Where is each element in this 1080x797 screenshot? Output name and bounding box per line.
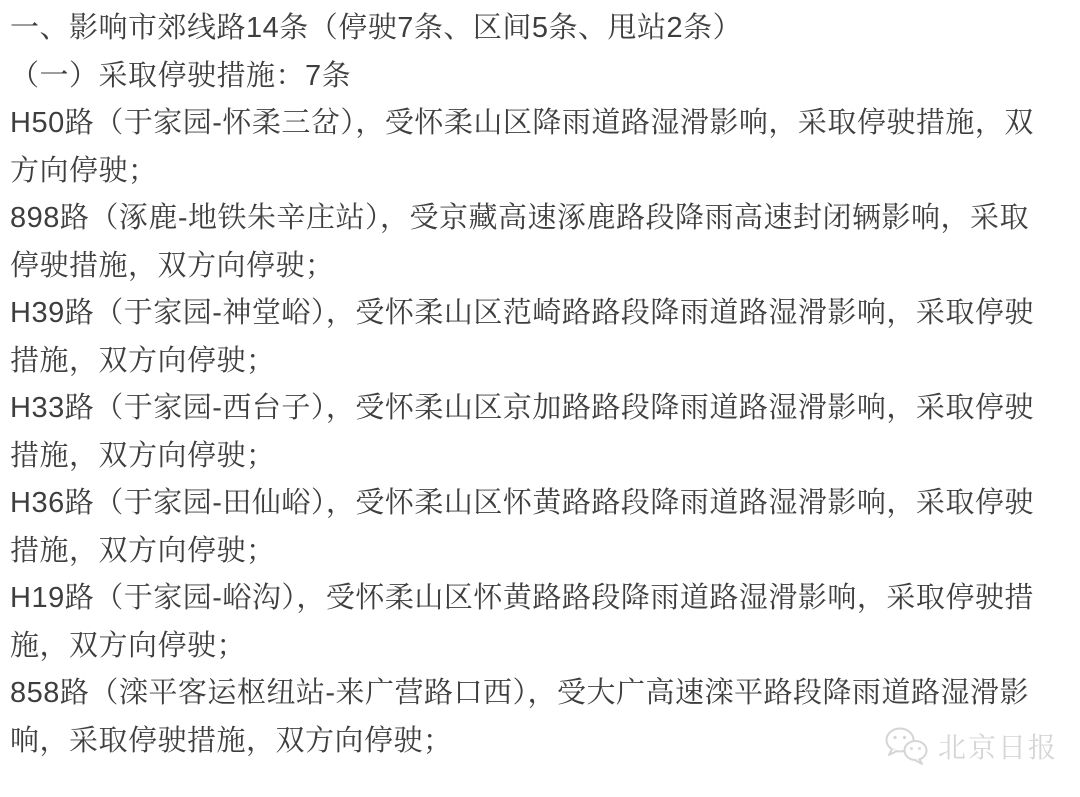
route-paragraph: H33路（于家园-西台子），受怀柔山区京加路路段降雨道路湿滑影响，采取停驶措施，双方向停驶； — [10, 392, 1034, 472]
route-paragraph: H50路（于家园-怀柔三岔），受怀柔山区降雨道路湿滑影响，采取停驶措施，双方向停驶； — [10, 107, 1034, 187]
route-paragraph: H19路（于家园-峪沟），受怀柔山区怀黄路路段降雨道路湿滑影响，采取停驶措施，双方向停驶； — [10, 582, 1034, 662]
watermark — [884, 726, 1058, 766]
route-paragraph: 858路（滦平客运枢纽站-来广营路口西），受大广高速滦平路段降雨道路湿滑影响，采取停驶措施，双方向停驶； — [10, 677, 1030, 757]
watermark-source-label: 北京日报 — [938, 732, 1059, 763]
subsection-heading: （一）采取停驶措施：7条 — [10, 59, 352, 92]
section-heading: 一、影响市郊线路14条（停驶7条、区间5条、甩站2条） — [10, 12, 743, 44]
route-paragraph: 898路（涿鹿-地铁朱辛庄站），受京藏高速涿鹿路段降雨高速封闭辆影响，采取停驶措施，双方向停驶； — [10, 202, 1030, 282]
wechat-logo-icon — [884, 726, 930, 766]
route-paragraph: H36路（于家园-田仙峪），受怀柔山区怀黄路路段降雨道路湿滑影响，采取停驶措施，双方向停驶； — [10, 487, 1034, 567]
route-paragraph: H39路（于家园-神堂峪），受怀柔山区范崎路路段降雨道路湿滑影响，采取停驶措施，双方向停驶； — [10, 297, 1034, 377]
article-body — [10, 0, 1058, 765]
